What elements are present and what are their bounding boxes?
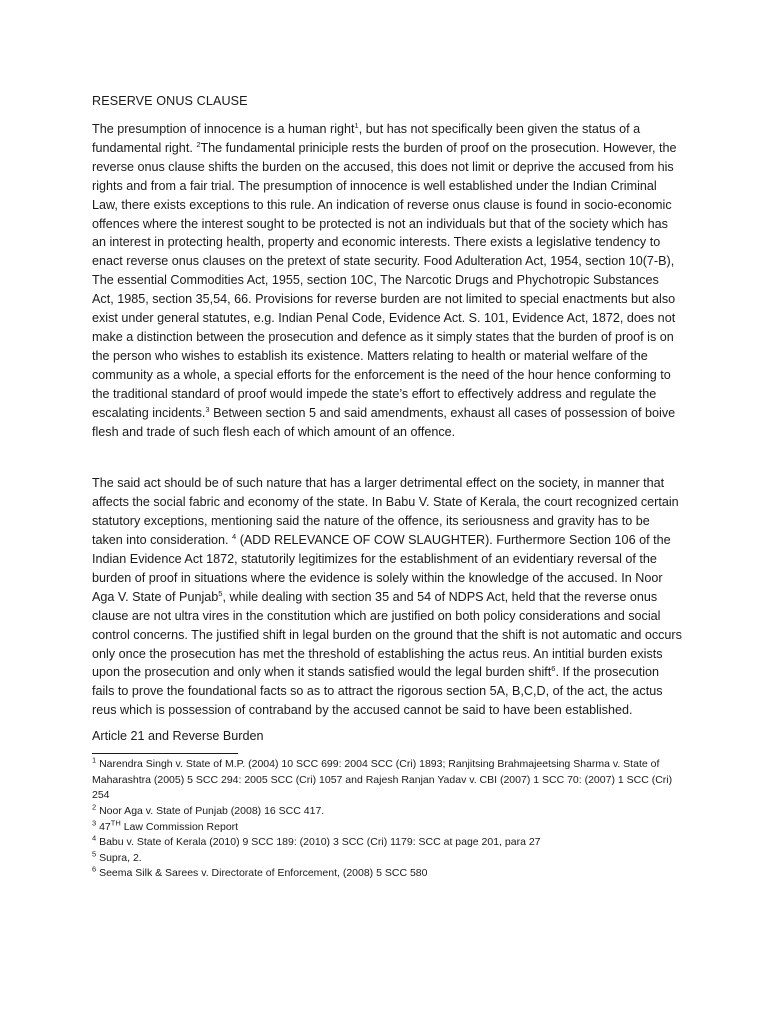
footnote-3: [92, 820, 682, 836]
footnote-ref-3[interactable]: 3: [205, 404, 210, 414]
para1-text-4: Between section 5 and said amendments, exhaust all cases of possession of boive flesh and trade of such flesh each of which amount of an offence.: [92, 405, 676, 439]
para2-text-4: . If the prosecution fails to prove the foundational facts so as to attract the rigorous section 5A, B,C,D, of the act, the actus reus which is possession of contraband by the accused cannot be said to have been established.: [92, 665, 663, 718]
footnote-6: [92, 866, 682, 882]
footnote-ref-6[interactable]: 6: [551, 664, 556, 674]
para1-text-3: The fundamental priniciple rests the burden of proof on the prosecution. However, the reverse onus clause shifts the burden on the accused, this does not limit or deprive the accused from his rights and from a fair trial. The presumption of innocence is well established under the Indian Criminal Law, there exists exceptions to this rule. An indication of reverse onus clause is found in socio-economic offences where the interest sought to be protected is not an individuals but that of the society which has an interest in protecting health, property and economic interests. There exists a legislative tendency to enact reverse onus clauses on the pretext of state security. Food Adulteration Act, 1954, section 10(7-B), The essential Commodities Act, 1955, section 10C, The Narcotic Drugs and Phychotropic Substances Act, 1985, section 35,54, 66. Provisions for reverse burden are not limited to special enactments but also exist under general statutes, e.g. Indian Penal Code, Evidence Act. S. 101, Evidence Act, 1872, does not make a distinction between the prosecution and defence as it simply states that the burden of proof is on the person who wishes to establish its existence. Matters relating to health or material welfare of the community as a whole, a special efforts for the enforcement is the need of the hour hence conforming to the traditional standard of proof would impede the state’s effort to effectively address and regulate the escalating incidents.: [92, 140, 677, 420]
footnote-text: Narendra Singh v. State of M.P. (2004) 10 SCC 699: 2004 SCC (Cri) 1893; Ranjitsing Brahmajeetsing Sharma v. State of Maharashtra (2005) 5 SCC 294: 2005 SCC (Cri) 1057 and Rajesh Ranjan Yadav v. CBI (2007) 1 SCC 70: (2007) 1 SCC (Cri) 254: [92, 758, 673, 802]
footnote-number: 2: [92, 802, 97, 812]
footnote-number: 3: [92, 818, 97, 828]
footnotes-list: [92, 757, 682, 882]
footnote-ref-4[interactable]: 4: [232, 531, 237, 541]
footnote-number: 4: [92, 833, 97, 843]
para1-text-2: , but has not specifically been given the status of a fundamental right.: [92, 122, 641, 155]
footnote-2: [92, 804, 682, 820]
footnote-ref-2[interactable]: 2: [196, 139, 201, 149]
footnote-text: Noor Aga v. State of Punjab (2008) 16 SCC 417.: [96, 804, 325, 817]
document-page: [92, 92, 682, 882]
section-subheading: Article 21 and Reverse Burden: [92, 729, 264, 744]
document-heading: RESERVE ONUS CLAUSE: [92, 94, 248, 108]
footnote-number: 1: [92, 755, 97, 765]
footnote-divider: [92, 753, 238, 754]
para1-text-1: The presumption of innocence is a human right: [92, 122, 355, 136]
footnote-number: 6: [92, 864, 97, 874]
footnote-ref-1[interactable]: 1: [354, 120, 359, 130]
footnote-5: [92, 851, 682, 867]
paragraph-statutory-exceptions: [92, 474, 682, 720]
footnote-text: Supra, 2.: [96, 851, 142, 864]
para2-text-2: (ADD RELEVANCE OF COW SLAUGHTER). Furthermore Section 106 of the Indian Evidence Act 1872, statutorily legitimizes for the establishment of an evidentiary reversal of the burden of proof in situations where the evidence is solely within the knowledge of the accused. In Noor Aga V. State of Punjab: [92, 533, 671, 604]
footnote-number: 5: [92, 849, 97, 859]
footnote-text: Law Commission Report: [120, 820, 239, 833]
ordinal-suffix: TH: [110, 818, 121, 828]
para2-text-1: The said act should be of such nature that has a larger detrimental effect on the society, in manner that affects the social fabric and economy of the state. In Babu V. State of Kerala, the court recognized certain statutory exceptions, mentioning said the nature of the offence, its seriousness and gravity has to be taken into consideration.: [92, 476, 679, 548]
para2-text-3: , while dealing with section 35 and 54 of NDPS Act, held that the reverse onus clause are not ultra vires in the constitution which are justified on both policy considerations and social control concerns. The justified shift in legal burden on the ground that the shift is not automatic and occurs only once the prosecution has met the threshold of establishing the actus reus. An intitial burden exists upon the prosecution and only when it stands satisfied would the legal burden shift: [92, 589, 682, 680]
footnote-4: [92, 835, 682, 851]
footnote-ref-5[interactable]: 5: [218, 588, 223, 598]
paragraph-presumption-of-innocence: [92, 120, 682, 441]
footnote-text: Seema Silk & Sarees v. Directorate of Enforcement, (2008) 5 SCC 580: [96, 867, 428, 880]
footnote-text-prefix: 47: [96, 820, 111, 833]
footnote-1: [92, 757, 682, 804]
footnote-text: Babu v. State of Kerala (2010) 9 SCC 189: (2010) 3 SCC (Cri) 1179: SCC at page 201, para 27: [96, 836, 541, 849]
